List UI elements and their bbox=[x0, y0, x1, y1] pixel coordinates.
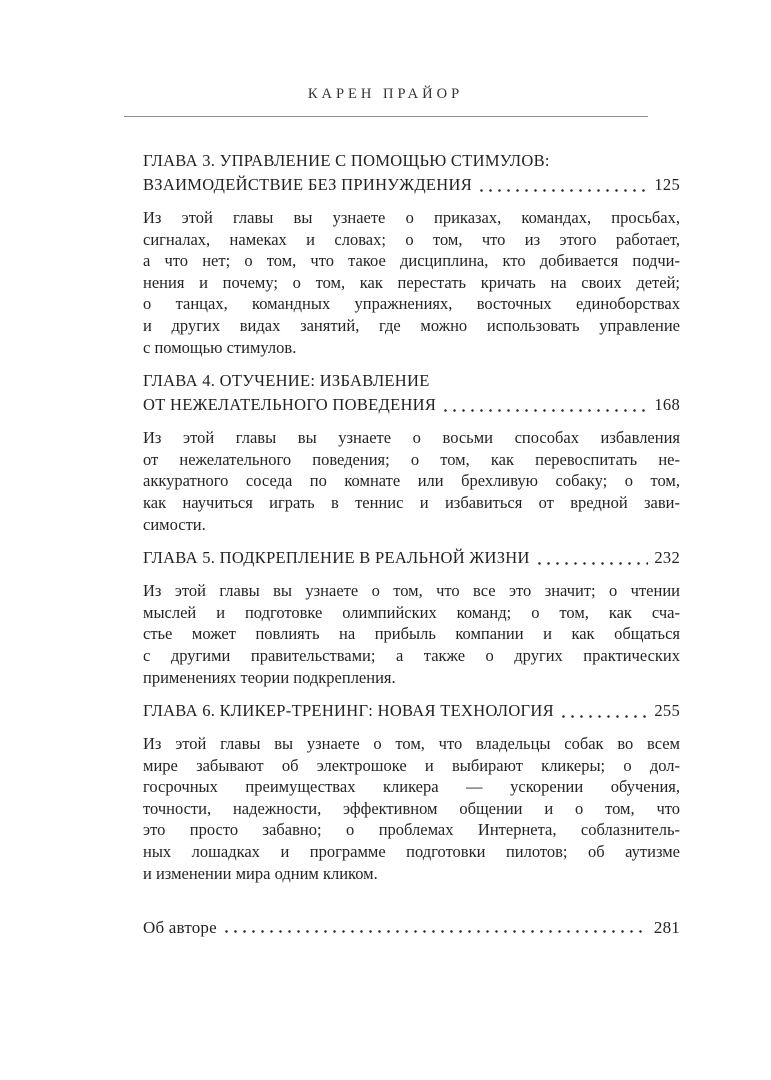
page-number: 125 bbox=[654, 175, 680, 194]
chapter-title-line: ГЛАВА 5. ПОДКРЕПЛЕНИЕ В РЕАЛЬНОЙ ЖИЗНИ bbox=[143, 548, 530, 568]
chapter-description bbox=[143, 427, 680, 535]
chapter-title-row bbox=[143, 173, 680, 197]
description-line: как научиться играть в теннис и избавиться от вредной зави- bbox=[143, 492, 680, 512]
description-line: мыслей и подготовке олимпийских команд; о том, как сча- bbox=[143, 602, 680, 622]
page-number: 255 bbox=[654, 701, 680, 721]
chapter-title-line: ГЛАВА 3. УПРАВЛЕНИЕ С ПОМОЩЬЮ СТИМУЛОВ: bbox=[143, 151, 550, 170]
toc-entry-chapter-6 bbox=[143, 699, 680, 884]
dot-leader bbox=[562, 715, 648, 718]
description-line: госрочных преимуществах кликера — ускорении обучения, bbox=[143, 777, 680, 797]
description-line: с помощью стимулов. bbox=[143, 337, 297, 357]
description-line: и других видах занятий, где можно использовать управление bbox=[143, 315, 680, 335]
table-of-contents bbox=[143, 149, 680, 938]
chapter-title-row bbox=[143, 393, 680, 417]
chapter-title bbox=[143, 546, 680, 570]
description-line: аккуратного соседа по комнате или брехливую собаку; о том, bbox=[143, 471, 680, 491]
description-line: Из этой главы вы узнаете о приказах, командах, просьбах, bbox=[143, 208, 680, 227]
description-line: с другими правительствами; а также о других практических bbox=[143, 645, 680, 665]
dot-leader bbox=[538, 562, 649, 565]
page-number: 232 bbox=[654, 548, 680, 568]
description-line: точности, надежности, эффективном общении и о том, что bbox=[143, 798, 680, 818]
description-line: от нежелательного поведения; о том, как перевоспитать не- bbox=[143, 449, 680, 469]
dot-leader bbox=[444, 409, 648, 412]
chapter-description bbox=[143, 207, 680, 358]
chapter-title-row bbox=[143, 546, 680, 570]
description-line: стье может повлиять на прибыль компании и как общаться bbox=[143, 624, 680, 644]
chapter-title-line: ВЗАИМОДЕЙСТВИЕ БЕЗ ПРИНУЖДЕНИЯ bbox=[143, 175, 473, 194]
page-number: 168 bbox=[654, 395, 680, 415]
description-line: и изменении мира одним кликом. bbox=[143, 863, 378, 883]
description-line: мире забывают об электрошоке и выбирают кликеры; о дол- bbox=[143, 755, 680, 775]
header-rule bbox=[124, 116, 648, 117]
chapter-title-line: ГЛАВА 4. ОТУЧЕНИЕ: ИЗБАВЛЕНИЕ bbox=[143, 371, 430, 391]
description-line: о танцах, командных упражнениях, восточных единоборствах bbox=[143, 294, 680, 314]
dot-leader bbox=[225, 930, 648, 933]
chapter-description bbox=[143, 733, 680, 884]
description-line: применениях теории подкрепления. bbox=[143, 667, 396, 687]
chapter-title bbox=[143, 369, 680, 417]
description-line: Из этой главы вы узнаете о том, что владельцы собак во всем bbox=[143, 734, 680, 754]
toc-entry-about-author bbox=[143, 918, 680, 938]
chapter-title-line: ОТ НЕЖЕЛАТЕЛЬНОГО ПОВЕДЕНИЯ bbox=[143, 395, 437, 415]
chapter-title bbox=[143, 699, 680, 723]
description-line: ных лошадках и программе подготовки пилотов; об аутизме bbox=[143, 842, 680, 862]
chapter-title-line: ГЛАВА 6. КЛИКЕР-ТРЕНИНГ: НОВАЯ ТЕХНОЛОГИЯ bbox=[143, 701, 554, 721]
description-line: симости. bbox=[143, 514, 206, 534]
description-line: Из этой главы вы узнаете о восьми способах избавления bbox=[143, 428, 680, 448]
toc-entry-chapter-3 bbox=[143, 149, 680, 358]
description-line: это просто забавно; о проблемах Интернета, соблазнитель- bbox=[143, 820, 680, 840]
toc-entry-chapter-5 bbox=[143, 546, 680, 688]
about-author-row bbox=[143, 918, 680, 938]
description-line: Из этой главы вы узнаете о том, что все это значит; о чтении bbox=[143, 581, 680, 601]
chapter-description bbox=[143, 580, 680, 688]
description-line: сигналах, намеках и словах; о том, что из этого работает, bbox=[143, 229, 680, 249]
description-line: а что нет; о том, что такое дисциплина, кто добивается подчи- bbox=[143, 251, 680, 271]
running-header: КАРЕН ПРАЙОР bbox=[307, 86, 464, 102]
dot-leader bbox=[480, 189, 648, 192]
toc-entry-chapter-4 bbox=[143, 369, 680, 535]
chapter-title bbox=[143, 149, 680, 197]
page-number: 281 bbox=[653, 918, 680, 938]
chapter-title-row bbox=[143, 699, 680, 723]
description-line: нения и почему; о том, как перестать кричать на своих детей; bbox=[143, 272, 680, 292]
about-author-label: Об авторе bbox=[143, 918, 217, 938]
